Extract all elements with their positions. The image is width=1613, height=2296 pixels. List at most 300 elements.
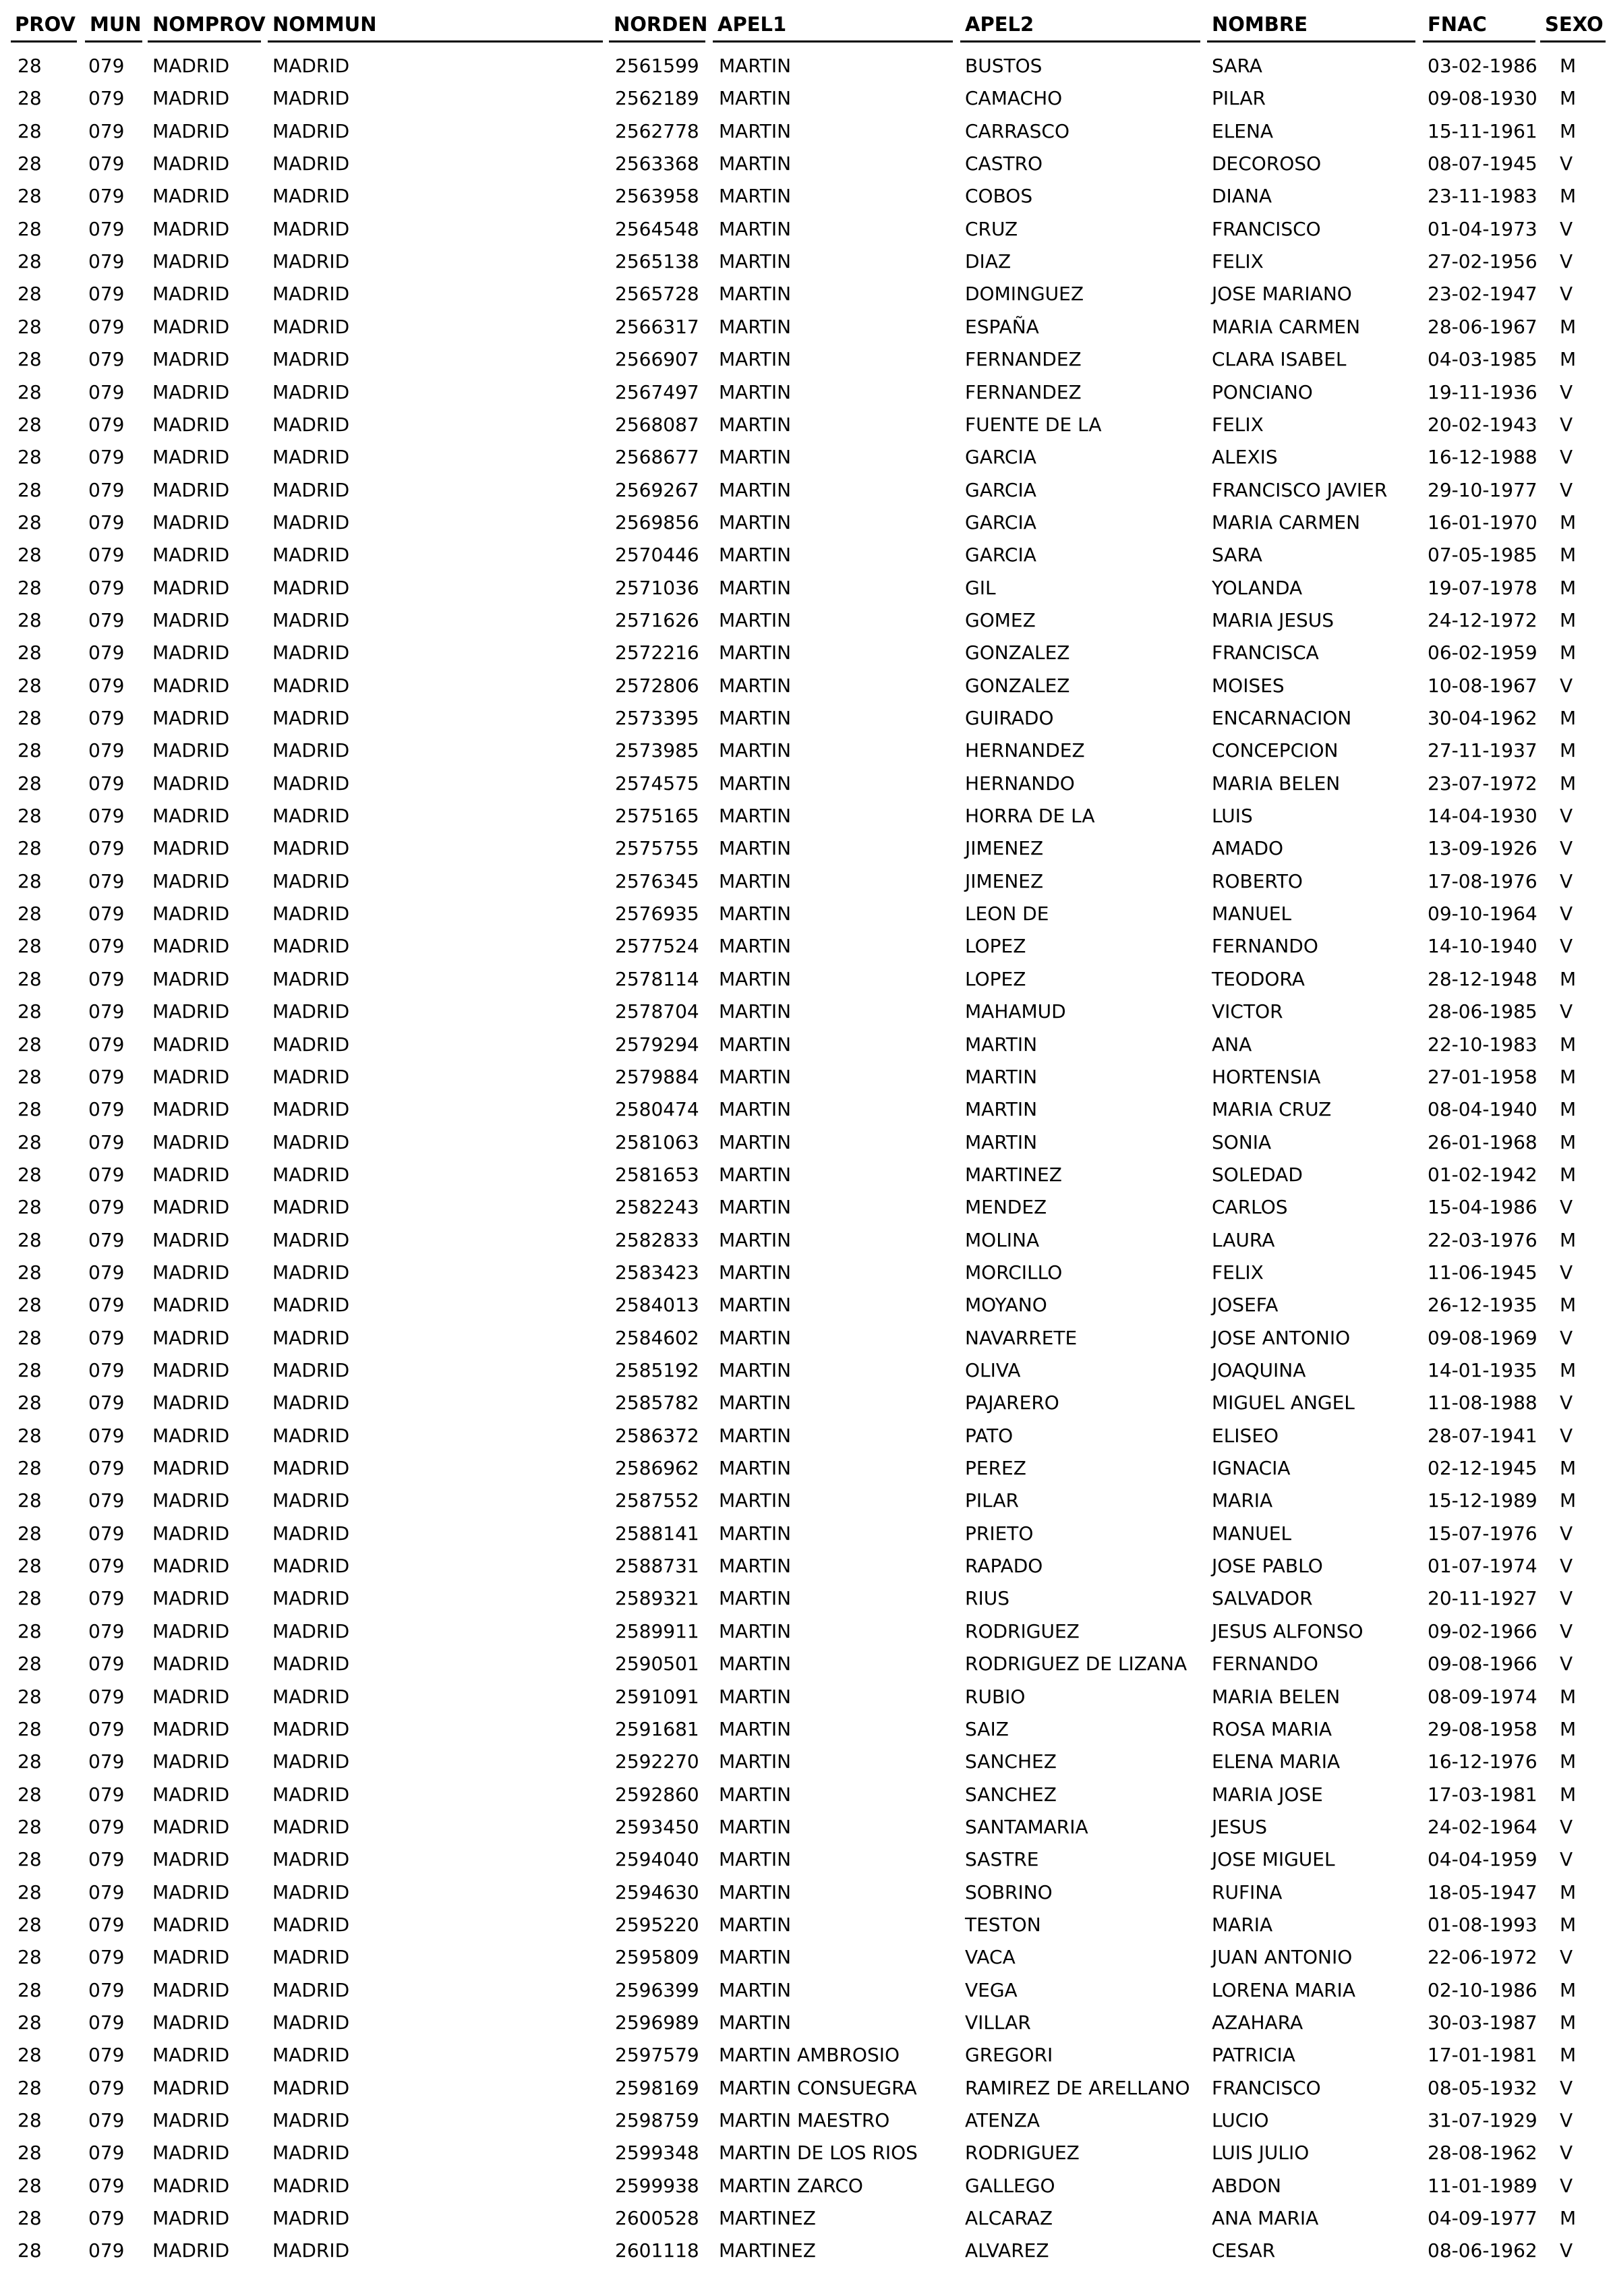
- table-row: [0, 278, 1613, 310]
- cell-sexo: M: [1560, 1685, 1577, 1708]
- cell-nommun: MADRID: [272, 576, 350, 599]
- cell-nommun: MADRID: [272, 1033, 350, 1056]
- cell-prov: 28: [18, 1978, 42, 2001]
- cell-nommun: MADRID: [272, 1717, 350, 1740]
- cell-apel2: OLIVA: [965, 1359, 1021, 1381]
- cell-fnac: 02-10-1986: [1428, 1978, 1537, 2001]
- cell-fnac: 28-08-1962: [1428, 2142, 1537, 2164]
- cell-sexo: V: [1560, 217, 1573, 240]
- cell-nommun: MADRID: [272, 119, 350, 142]
- cell-prov: 28: [18, 1555, 42, 1578]
- table-row: [0, 1485, 1613, 1517]
- cell-nommun: MADRID: [272, 1881, 350, 1903]
- table-row: [0, 507, 1613, 539]
- cell-sexo: M: [1560, 1913, 1577, 1936]
- cell-sexo: V: [1560, 413, 1573, 436]
- cell-nomprov: MADRID: [152, 1783, 230, 1806]
- cell-norden: 2567497: [615, 380, 699, 403]
- cell-nombre: SOLEDAD: [1212, 1163, 1303, 1186]
- cell-apel1: MARTIN: [719, 772, 792, 795]
- cell-mun: 079: [88, 674, 125, 697]
- cell-norden: 2572806: [615, 674, 699, 697]
- cell-nommun: MADRID: [272, 1783, 350, 1806]
- cell-norden: 2595220: [615, 1913, 699, 1936]
- cell-mun: 079: [88, 1261, 125, 1284]
- cell-sexo: V: [1560, 1326, 1573, 1349]
- cell-fnac: 26-12-1935: [1428, 1294, 1537, 1317]
- cell-fnac: 07-05-1985: [1428, 544, 1537, 567]
- cell-norden: 2575165: [615, 805, 699, 828]
- cell-sexo: V: [1560, 935, 1573, 958]
- cell-sexo: V: [1560, 805, 1573, 828]
- cell-nommun: MADRID: [272, 1424, 350, 1447]
- cell-nombre: YOLANDA: [1212, 576, 1303, 599]
- header-underline: [11, 40, 77, 42]
- cell-mun: 079: [88, 2239, 125, 2262]
- table-row: [0, 343, 1613, 376]
- table-row: [0, 1322, 1613, 1354]
- cell-nombre: CONCEPCION: [1212, 739, 1339, 762]
- cell-mun: 079: [88, 217, 125, 240]
- cell-prov: 28: [18, 55, 42, 77]
- cell-nombre: JOSE ANTONIO: [1212, 1326, 1351, 1349]
- table-row: [0, 1582, 1613, 1615]
- cell-fnac: 23-07-1972: [1428, 772, 1537, 795]
- cell-nommun: MADRID: [272, 1228, 350, 1251]
- cell-nombre: SARA: [1212, 55, 1262, 77]
- cell-prov: 28: [18, 1294, 42, 1317]
- cell-nomprov: MADRID: [152, 119, 230, 142]
- cell-norden: 2564548: [615, 217, 699, 240]
- cell-sexo: M: [1560, 967, 1577, 990]
- cell-prov: 28: [18, 380, 42, 403]
- cell-fnac: 09-10-1964: [1428, 902, 1537, 925]
- cell-nombre: JESUS ALFONSO: [1212, 1619, 1363, 1642]
- cell-sexo: M: [1560, 511, 1577, 534]
- cell-fnac: 08-07-1945: [1428, 152, 1537, 175]
- table-row: [0, 115, 1613, 148]
- header-underline: [1540, 40, 1606, 42]
- cell-fnac: 17-03-1981: [1428, 1783, 1537, 1806]
- cell-nombre: SARA: [1212, 544, 1262, 567]
- cell-nommun: MADRID: [272, 805, 350, 828]
- cell-norden: 2595809: [615, 1946, 699, 1969]
- cell-nommun: MADRID: [272, 1946, 350, 1969]
- cell-mun: 079: [88, 119, 125, 142]
- cell-mun: 079: [88, 348, 125, 371]
- cell-fnac: 11-08-1988: [1428, 1391, 1537, 1414]
- cell-nomprov: MADRID: [152, 1130, 230, 1153]
- cell-mun: 079: [88, 87, 125, 110]
- cell-apel1: MARTIN: [719, 1098, 792, 1121]
- cell-fnac: 19-11-1936: [1428, 380, 1537, 403]
- cell-mun: 079: [88, 576, 125, 599]
- cell-nomprov: MADRID: [152, 1522, 230, 1545]
- cell-nombre: MARIA BELEN: [1212, 1685, 1341, 1708]
- cell-prov: 28: [18, 1196, 42, 1219]
- cell-sexo: M: [1560, 1783, 1577, 1806]
- cell-prov: 28: [18, 1326, 42, 1349]
- cell-sexo: V: [1560, 1815, 1573, 1838]
- cell-apel1: MARTIN: [719, 119, 792, 142]
- cell-prov: 28: [18, 576, 42, 599]
- cell-nomprov: MADRID: [152, 1881, 230, 1903]
- cell-sexo: V: [1560, 2142, 1573, 2164]
- cell-apel2: GIL: [965, 576, 996, 599]
- cell-prov: 28: [18, 1685, 42, 1708]
- cell-apel2: MAHAMUD: [965, 1000, 1066, 1023]
- cell-norden: 2601118: [615, 2239, 699, 2262]
- cell-mun: 079: [88, 805, 125, 828]
- cell-nombre: ELISEO: [1212, 1424, 1279, 1447]
- cell-nommun: MADRID: [272, 2044, 350, 2067]
- cell-fnac: 27-02-1956: [1428, 250, 1537, 273]
- cell-norden: 2563368: [615, 152, 699, 175]
- cell-nommun: MADRID: [272, 1294, 350, 1317]
- cell-apel2: PILAR: [965, 1489, 1019, 1512]
- cell-prov: 28: [18, 805, 42, 828]
- cell-apel1: MARTIN: [719, 1587, 792, 1610]
- cell-nomprov: MADRID: [152, 478, 230, 501]
- cell-apel1: MARTIN: [719, 478, 792, 501]
- cell-fnac: 26-01-1968: [1428, 1130, 1537, 1153]
- cell-mun: 079: [88, 1065, 125, 1088]
- cell-apel2: PEREZ: [965, 1457, 1026, 1480]
- cell-nommun: MADRID: [272, 2142, 350, 2164]
- cell-prov: 28: [18, 1098, 42, 1121]
- cell-prov: 28: [18, 511, 42, 534]
- cell-nommun: MADRID: [272, 1163, 350, 1186]
- table-row: [0, 898, 1613, 930]
- cell-mun: 079: [88, 1946, 125, 1969]
- cell-norden: 2590501: [615, 1653, 699, 1675]
- cell-apel1: MARTIN: [719, 935, 792, 958]
- header-nomprov: NOMPROV: [152, 13, 266, 36]
- cell-norden: 2571626: [615, 608, 699, 631]
- cell-sexo: M: [1560, 1294, 1577, 1317]
- cell-apel1: MARTIN: [719, 1750, 792, 1773]
- cell-fnac: 18-05-1947: [1428, 1881, 1537, 1903]
- cell-nommun: MADRID: [272, 674, 350, 697]
- cell-prov: 28: [18, 837, 42, 860]
- cell-prov: 28: [18, 1163, 42, 1186]
- cell-apel1: MARTIN: [719, 283, 792, 306]
- cell-prov: 28: [18, 2142, 42, 2164]
- cell-nombre: LUCIO: [1212, 2109, 1269, 2132]
- cell-mun: 079: [88, 315, 125, 338]
- table-row: [0, 1843, 1613, 1876]
- cell-nombre: MARIA JESUS: [1212, 608, 1335, 631]
- cell-apel2: GONZALEZ: [965, 674, 1070, 697]
- cell-mun: 079: [88, 478, 125, 501]
- cell-norden: 2568677: [615, 446, 699, 469]
- cell-fnac: 09-08-1966: [1428, 1653, 1537, 1675]
- header-underline: [960, 40, 1200, 42]
- cell-nombre: LUIS: [1212, 805, 1253, 828]
- cell-apel1: MARTIN: [719, 1294, 792, 1317]
- cell-prov: 28: [18, 1130, 42, 1153]
- table-row: [0, 1191, 1613, 1224]
- table-row: [0, 1420, 1613, 1452]
- table-row: [0, 1550, 1613, 1582]
- cell-nomprov: MADRID: [152, 413, 230, 436]
- cell-mun: 079: [88, 511, 125, 534]
- table-row: [0, 1387, 1613, 1419]
- cell-norden: 2594040: [615, 1848, 699, 1871]
- cell-sexo: M: [1560, 1098, 1577, 1121]
- table-row: [0, 572, 1613, 604]
- cell-prov: 28: [18, 544, 42, 567]
- cell-nommun: MADRID: [272, 217, 350, 240]
- cell-nomprov: MADRID: [152, 1261, 230, 1284]
- cell-sexo: V: [1560, 1522, 1573, 1545]
- cell-nommun: MADRID: [272, 544, 350, 567]
- cell-apel2: GREGORI: [965, 2044, 1053, 2067]
- table-row: [0, 2007, 1613, 2039]
- cell-apel1: MARTIN: [719, 380, 792, 403]
- cell-fnac: 27-01-1958: [1428, 1065, 1537, 1088]
- table-row: [0, 637, 1613, 669]
- cell-mun: 079: [88, 1783, 125, 1806]
- cell-sexo: M: [1560, 641, 1577, 664]
- cell-fnac: 30-04-1962: [1428, 707, 1537, 729]
- cell-apel2: RAPADO: [965, 1555, 1043, 1578]
- cell-mun: 079: [88, 1619, 125, 1642]
- table-row: [0, 1257, 1613, 1289]
- cell-fnac: 22-10-1983: [1428, 1033, 1537, 1056]
- cell-apel2: BUSTOS: [965, 55, 1043, 77]
- cell-apel1: MARTIN: [719, 805, 792, 828]
- cell-mun: 079: [88, 772, 125, 795]
- cell-norden: 2569267: [615, 478, 699, 501]
- cell-mun: 079: [88, 1163, 125, 1186]
- table-row: [0, 832, 1613, 865]
- cell-norden: 2576345: [615, 869, 699, 892]
- cell-fnac: 23-02-1947: [1428, 283, 1537, 306]
- cell-sexo: V: [1560, 1619, 1573, 1642]
- table-row: [0, 1159, 1613, 1191]
- table-row: [0, 702, 1613, 735]
- cell-apel2: SOBRINO: [965, 1881, 1053, 1903]
- header-underline: [609, 40, 705, 42]
- header-norden: NORDEN: [614, 13, 708, 36]
- cell-apel1: MARTIN: [719, 1065, 792, 1088]
- cell-mun: 079: [88, 1555, 125, 1578]
- cell-mun: 079: [88, 1294, 125, 1317]
- table-row: [0, 1224, 1613, 1257]
- cell-sexo: M: [1560, 1033, 1577, 1056]
- cell-apel1: MARTIN: [719, 1522, 792, 1545]
- cell-apel1: MARTIN: [719, 511, 792, 534]
- cell-fnac: 24-12-1972: [1428, 608, 1537, 631]
- cell-sexo: M: [1560, 348, 1577, 371]
- table-row: [0, 1061, 1613, 1093]
- cell-norden: 2599348: [615, 2142, 699, 2164]
- cell-mun: 079: [88, 1424, 125, 1447]
- cell-norden: 2588141: [615, 1522, 699, 1545]
- cell-mun: 079: [88, 1881, 125, 1903]
- cell-fnac: 04-09-1977: [1428, 2207, 1537, 2230]
- cell-apel1: MARTIN: [719, 1978, 792, 2001]
- cell-nomprov: MADRID: [152, 152, 230, 175]
- cell-sexo: M: [1560, 576, 1577, 599]
- cell-nommun: MADRID: [272, 1098, 350, 1121]
- table-row: [0, 865, 1613, 898]
- cell-nombre: ROBERTO: [1212, 869, 1303, 892]
- cell-apel1: MARTIN: [719, 315, 792, 338]
- cell-fnac: 09-08-1969: [1428, 1326, 1537, 1349]
- cell-nomprov: MADRID: [152, 217, 230, 240]
- cell-prov: 28: [18, 608, 42, 631]
- cell-norden: 2588731: [615, 1555, 699, 1578]
- cell-fnac: 24-02-1964: [1428, 1815, 1537, 1838]
- cell-nommun: MADRID: [272, 967, 350, 990]
- cell-fnac: 15-11-1961: [1428, 119, 1537, 142]
- cell-apel1: MARTIN: [719, 1261, 792, 1284]
- cell-nommun: MADRID: [272, 1555, 350, 1578]
- cell-mun: 079: [88, 1815, 125, 1838]
- cell-norden: 2569856: [615, 511, 699, 534]
- cell-prov: 28: [18, 1065, 42, 1088]
- header-underline: [85, 40, 142, 42]
- cell-sexo: M: [1560, 1130, 1577, 1153]
- cell-norden: 2562778: [615, 119, 699, 142]
- cell-norden: 2570446: [615, 544, 699, 567]
- cell-prov: 28: [18, 1848, 42, 1871]
- header-fnac: FNAC: [1428, 13, 1487, 36]
- cell-mun: 079: [88, 2109, 125, 2132]
- cell-apel2: PAJARERO: [965, 1391, 1059, 1414]
- cell-apel2: GARCIA: [965, 511, 1036, 534]
- cell-sexo: M: [1560, 2044, 1577, 2067]
- cell-mun: 079: [88, 1587, 125, 1610]
- cell-nombre: DIANA: [1212, 185, 1272, 208]
- cell-nombre: JOSEFA: [1212, 1294, 1279, 1317]
- cell-fnac: 09-08-1930: [1428, 87, 1537, 110]
- cell-nomprov: MADRID: [152, 2142, 230, 2164]
- cell-prov: 28: [18, 2076, 42, 2099]
- cell-nombre: CESAR: [1212, 2239, 1276, 2262]
- cell-apel2: PRIETO: [965, 1522, 1034, 1545]
- cell-sexo: V: [1560, 1555, 1573, 1578]
- cell-nombre: MARIA JOSE: [1212, 1783, 1323, 1806]
- cell-nomprov: MADRID: [152, 967, 230, 990]
- cell-fnac: 15-07-1976: [1428, 1522, 1537, 1545]
- cell-nomprov: MADRID: [152, 641, 230, 664]
- cell-fnac: 28-12-1948: [1428, 967, 1537, 990]
- cell-nommun: MADRID: [272, 2174, 350, 2197]
- cell-norden: 2592860: [615, 1783, 699, 1806]
- cell-prov: 28: [18, 119, 42, 142]
- cell-prov: 28: [18, 348, 42, 371]
- cell-nommun: MADRID: [272, 1130, 350, 1153]
- cell-nomprov: MADRID: [152, 1848, 230, 1871]
- cell-apel1: MARTIN: [719, 152, 792, 175]
- cell-mun: 079: [88, 1653, 125, 1675]
- cell-nombre: PONCIANO: [1212, 380, 1313, 403]
- cell-apel1: MARTIN: [719, 707, 792, 729]
- cell-apel1: MARTIN: [719, 1163, 792, 1186]
- cell-norden: 2563958: [615, 185, 699, 208]
- cell-norden: 2589911: [615, 1619, 699, 1642]
- cell-mun: 079: [88, 185, 125, 208]
- cell-nombre: FELIX: [1212, 250, 1264, 273]
- cell-prov: 28: [18, 1522, 42, 1545]
- cell-prov: 28: [18, 1457, 42, 1480]
- cell-nomprov: MADRID: [152, 2207, 230, 2230]
- cell-sexo: M: [1560, 1065, 1577, 1088]
- cell-apel2: ESPAÑA: [965, 315, 1039, 338]
- cell-norden: 2576935: [615, 902, 699, 925]
- cell-apel2: SANCHEZ: [965, 1783, 1057, 1806]
- cell-mun: 079: [88, 1848, 125, 1871]
- cell-norden: 2596989: [615, 2011, 699, 2034]
- cell-sexo: M: [1560, 87, 1577, 110]
- cell-apel2: GONZALEZ: [965, 641, 1070, 664]
- table-row: [0, 1681, 1613, 1713]
- cell-mun: 079: [88, 2142, 125, 2164]
- cell-sexo: M: [1560, 185, 1577, 208]
- cell-apel1: MARTIN: [719, 1946, 792, 1969]
- cell-fnac: 30-03-1987: [1428, 2011, 1537, 2034]
- cell-nommun: MADRID: [272, 2207, 350, 2230]
- cell-mun: 079: [88, 380, 125, 403]
- cell-nomprov: MADRID: [152, 1359, 230, 1381]
- cell-fnac: 02-12-1945: [1428, 1457, 1537, 1480]
- cell-prov: 28: [18, 2044, 42, 2067]
- cell-sexo: V: [1560, 478, 1573, 501]
- cell-nombre: TEODORA: [1212, 967, 1305, 990]
- cell-sexo: M: [1560, 2207, 1577, 2230]
- cell-sexo: V: [1560, 2239, 1573, 2262]
- cell-norden: 2594630: [615, 1881, 699, 1903]
- cell-nomprov: MADRID: [152, 1815, 230, 1838]
- cell-nomprov: MADRID: [152, 608, 230, 631]
- cell-apel2: JIMENEZ: [965, 869, 1044, 892]
- cell-mun: 079: [88, 2207, 125, 2230]
- cell-mun: 079: [88, 707, 125, 729]
- cell-apel1: MARTIN: [719, 967, 792, 990]
- cell-fnac: 29-08-1958: [1428, 1717, 1537, 1740]
- cell-apel2: MARTIN: [965, 1098, 1038, 1121]
- cell-prov: 28: [18, 641, 42, 664]
- cell-nombre: LUIS JULIO: [1212, 2142, 1310, 2164]
- cell-nomprov: MADRID: [152, 1326, 230, 1349]
- table-row: [0, 2104, 1613, 2137]
- table-row: [0, 1354, 1613, 1387]
- cell-mun: 079: [88, 544, 125, 567]
- cell-sexo: V: [1560, 902, 1573, 925]
- cell-mun: 079: [88, 2174, 125, 2197]
- cell-nomprov: MADRID: [152, 1489, 230, 1512]
- cell-nommun: MADRID: [272, 1196, 350, 1219]
- cell-norden: 2589321: [615, 1587, 699, 1610]
- cell-prov: 28: [18, 674, 42, 697]
- cell-nombre: FRANCISCO: [1212, 2076, 1321, 2099]
- cell-norden: 2598759: [615, 2109, 699, 2132]
- cell-sexo: V: [1560, 869, 1573, 892]
- table-row: [0, 2170, 1613, 2202]
- cell-sexo: M: [1560, 739, 1577, 762]
- cell-nombre: MARIA BELEN: [1212, 772, 1341, 795]
- cell-nommun: MADRID: [272, 55, 350, 77]
- cell-norden: 2574575: [615, 772, 699, 795]
- cell-sexo: V: [1560, 674, 1573, 697]
- cell-sexo: V: [1560, 2076, 1573, 2099]
- table-row: [0, 670, 1613, 702]
- cell-sexo: M: [1560, 55, 1577, 77]
- cell-apel2: CRUZ: [965, 217, 1018, 240]
